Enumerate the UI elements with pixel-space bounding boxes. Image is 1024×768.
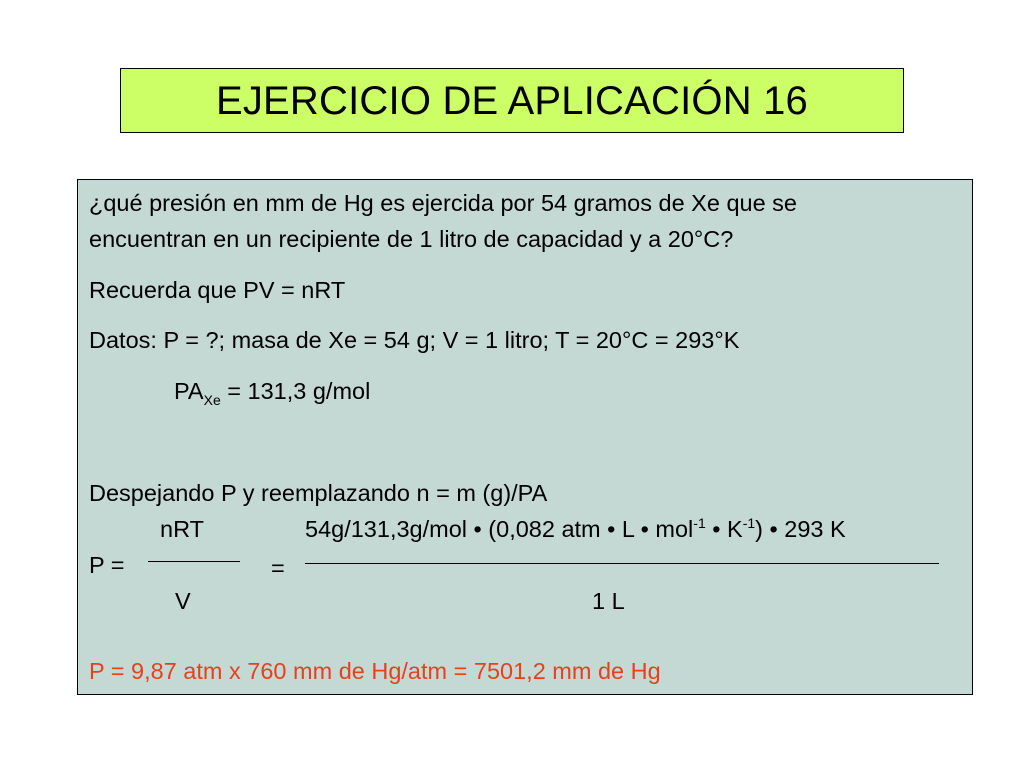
fraction-bar-left — [148, 561, 240, 562]
numerator-part-c: ) • 293 K — [755, 516, 846, 542]
exponent-k: -1 — [742, 515, 756, 531]
slide-title: EJERCICIO DE APLICACIÓN 16 — [215, 78, 809, 123]
atomic-mass-value: = 131,3 g/mol — [220, 378, 371, 404]
formula-denominator-right: 1 L — [592, 588, 625, 614]
data-line: Datos: P = ?; masa de Xe = 54 g; V = 1 litro; T = 20°C = 293°K — [89, 327, 740, 353]
solve-line: Despejando P y reemplazando n = m (g)/PA — [89, 480, 548, 506]
exponent-mol: -1 — [693, 515, 706, 531]
numerator-part-b: • K — [705, 516, 743, 542]
formula-numerator-right — [305, 515, 846, 542]
formula-numerator-left: nRT — [160, 516, 204, 542]
fraction-bar-right — [305, 563, 939, 564]
p-equals-label: P = — [89, 552, 125, 578]
atomic-mass-subscript: Xe — [203, 392, 221, 408]
formula-denominator-left: V — [175, 588, 191, 614]
numerator-part-a: 54g/131,3g/mol • (0,082 atm • L • mol — [305, 516, 694, 542]
question-line-2: encuentran en un recipiente de 1 litro de capacidad y a 20°C? — [89, 226, 734, 252]
result-line: P = 9,87 atm x 760 mm de Hg/atm = 7501,2 mm de Hg — [89, 658, 661, 684]
title-box — [120, 68, 904, 133]
exercise-content-box — [77, 179, 973, 695]
atomic-mass-symbol: PA — [174, 378, 204, 404]
question-line-1: ¿qué presión en mm de Hg es ejercida por 54 gramos de Xe que se — [89, 190, 798, 216]
equals-sign: = — [271, 555, 285, 581]
reminder-text: Recuerda que PV = nRT — [89, 277, 346, 303]
atomic-mass-line — [174, 378, 371, 408]
